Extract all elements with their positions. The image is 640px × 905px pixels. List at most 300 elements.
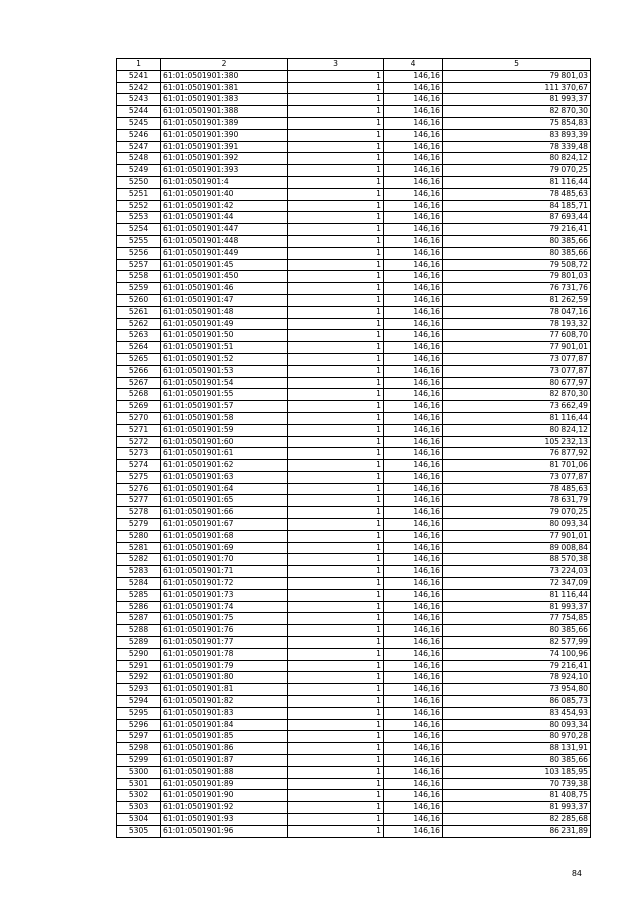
cadastral-number-cell: 61:01:0501901:449	[161, 247, 288, 259]
table-row	[117, 389, 591, 401]
cadastral-number-cell: 61:01:0501901:388	[161, 106, 288, 118]
table-row	[117, 707, 591, 719]
row-number-cell: 5293	[117, 684, 161, 696]
table-row	[117, 129, 591, 141]
cadastral-number-cell: 61:01:0501901:380	[161, 70, 288, 82]
table-row	[117, 188, 591, 200]
count-cell: 1	[288, 389, 384, 401]
row-number-cell: 5274	[117, 460, 161, 472]
rate-cell: 146,16	[384, 70, 443, 82]
row-number-cell: 5251	[117, 188, 161, 200]
value-cell: 81 262,59	[443, 294, 591, 306]
value-cell: 78 924,10	[443, 672, 591, 684]
count-cell: 1	[288, 601, 384, 613]
table-row	[117, 235, 591, 247]
rate-cell: 146,16	[384, 247, 443, 259]
value-cell: 83 454,93	[443, 707, 591, 719]
value-cell: 79 070,25	[443, 507, 591, 519]
rate-cell: 146,16	[384, 825, 443, 837]
cadastral-number-cell: 61:01:0501901:46	[161, 283, 288, 295]
rate-cell: 146,16	[384, 601, 443, 613]
value-cell: 83 893,39	[443, 129, 591, 141]
column-header-2: 2	[161, 59, 288, 71]
row-number-cell: 5259	[117, 283, 161, 295]
count-cell: 1	[288, 141, 384, 153]
value-cell: 81 993,37	[443, 802, 591, 814]
cadastral-number-cell: 61:01:0501901:393	[161, 165, 288, 177]
value-cell: 79 070,25	[443, 165, 591, 177]
row-number-cell: 5242	[117, 82, 161, 94]
table-row	[117, 283, 591, 295]
value-cell: 81 701,06	[443, 460, 591, 472]
table-row	[117, 802, 591, 814]
count-cell: 1	[288, 483, 384, 495]
cadastral-number-cell: 61:01:0501901:49	[161, 318, 288, 330]
table-row	[117, 141, 591, 153]
count-cell: 1	[288, 318, 384, 330]
row-number-cell: 5249	[117, 165, 161, 177]
value-cell: 80 677,97	[443, 377, 591, 389]
page-number: 84	[571, 869, 582, 878]
row-number-cell: 5258	[117, 271, 161, 283]
table-row	[117, 306, 591, 318]
row-number-cell: 5244	[117, 106, 161, 118]
row-number-cell: 5252	[117, 200, 161, 212]
row-number-cell: 5292	[117, 672, 161, 684]
cadastral-number-cell: 61:01:0501901:391	[161, 141, 288, 153]
row-number-cell: 5271	[117, 424, 161, 436]
count-cell: 1	[288, 530, 384, 542]
row-number-cell: 5265	[117, 353, 161, 365]
row-number-cell: 5267	[117, 377, 161, 389]
row-number-cell: 5256	[117, 247, 161, 259]
value-cell: 103 185,95	[443, 766, 591, 778]
table-row	[117, 117, 591, 129]
row-number-cell: 5281	[117, 542, 161, 554]
row-number-cell: 5288	[117, 625, 161, 637]
value-cell: 86 231,89	[443, 825, 591, 837]
row-number-cell: 5290	[117, 648, 161, 660]
cadastral-number-cell: 61:01:0501901:93	[161, 814, 288, 826]
rate-cell: 146,16	[384, 696, 443, 708]
value-cell: 80 824,12	[443, 153, 591, 165]
rate-cell: 146,16	[384, 259, 443, 271]
table-header-row	[117, 59, 591, 71]
rate-cell: 146,16	[384, 766, 443, 778]
rate-cell: 146,16	[384, 271, 443, 283]
cadastral-number-cell: 61:01:0501901:69	[161, 542, 288, 554]
value-cell: 72 347,09	[443, 578, 591, 590]
rate-cell: 146,16	[384, 188, 443, 200]
rate-cell: 146,16	[384, 424, 443, 436]
value-cell: 75 854,83	[443, 117, 591, 129]
cadastral-number-cell: 61:01:0501901:71	[161, 566, 288, 578]
count-cell: 1	[288, 790, 384, 802]
count-cell: 1	[288, 106, 384, 118]
rate-cell: 146,16	[384, 377, 443, 389]
rate-cell: 146,16	[384, 94, 443, 106]
count-cell: 1	[288, 589, 384, 601]
row-number-cell: 5280	[117, 530, 161, 542]
value-cell: 79 216,41	[443, 660, 591, 672]
rate-cell: 146,16	[384, 412, 443, 424]
count-cell: 1	[288, 566, 384, 578]
count-cell: 1	[288, 802, 384, 814]
rate-cell: 146,16	[384, 389, 443, 401]
row-number-cell: 5302	[117, 790, 161, 802]
table-row	[117, 471, 591, 483]
count-cell: 1	[288, 637, 384, 649]
row-number-cell: 5277	[117, 495, 161, 507]
table-row	[117, 790, 591, 802]
cadastral-number-cell: 61:01:0501901:67	[161, 519, 288, 531]
table-body	[117, 70, 591, 837]
count-cell: 1	[288, 283, 384, 295]
count-cell: 1	[288, 672, 384, 684]
cadastral-number-cell: 61:01:0501901:64	[161, 483, 288, 495]
rate-cell: 146,16	[384, 212, 443, 224]
value-cell: 73 954,80	[443, 684, 591, 696]
cadastral-number-cell: 61:01:0501901:447	[161, 224, 288, 236]
count-cell: 1	[288, 554, 384, 566]
row-number-cell: 5250	[117, 176, 161, 188]
cadastral-number-cell: 61:01:0501901:53	[161, 365, 288, 377]
cadastral-number-cell: 61:01:0501901:55	[161, 389, 288, 401]
count-cell: 1	[288, 731, 384, 743]
value-cell: 88 131,91	[443, 743, 591, 755]
rate-cell: 146,16	[384, 460, 443, 472]
row-number-cell: 5300	[117, 766, 161, 778]
value-cell: 80 093,34	[443, 519, 591, 531]
value-cell: 77 754,85	[443, 613, 591, 625]
count-cell: 1	[288, 707, 384, 719]
row-number-cell: 5303	[117, 802, 161, 814]
table-row	[117, 613, 591, 625]
rate-cell: 146,16	[384, 436, 443, 448]
table-row	[117, 530, 591, 542]
value-cell: 86 085,73	[443, 696, 591, 708]
table-row	[117, 672, 591, 684]
table-row	[117, 401, 591, 413]
value-cell: 88 570,38	[443, 554, 591, 566]
cadastral-number-cell: 61:01:0501901:83	[161, 707, 288, 719]
count-cell: 1	[288, 460, 384, 472]
row-number-cell: 5261	[117, 306, 161, 318]
row-number-cell: 5297	[117, 731, 161, 743]
count-cell: 1	[288, 542, 384, 554]
rate-cell: 146,16	[384, 318, 443, 330]
count-cell: 1	[288, 684, 384, 696]
row-number-cell: 5299	[117, 755, 161, 767]
cadastral-number-cell: 61:01:0501901:60	[161, 436, 288, 448]
table-row	[117, 743, 591, 755]
table-row	[117, 684, 591, 696]
rate-cell: 146,16	[384, 719, 443, 731]
rate-cell: 146,16	[384, 530, 443, 542]
count-cell: 1	[288, 200, 384, 212]
cadastral-number-cell: 61:01:0501901:50	[161, 330, 288, 342]
count-cell: 1	[288, 660, 384, 672]
value-cell: 78 485,63	[443, 188, 591, 200]
value-cell: 87 693,44	[443, 212, 591, 224]
cadastral-number-cell: 61:01:0501901:70	[161, 554, 288, 566]
rate-cell: 146,16	[384, 684, 443, 696]
table-row	[117, 200, 591, 212]
count-cell: 1	[288, 519, 384, 531]
count-cell: 1	[288, 129, 384, 141]
count-cell: 1	[288, 94, 384, 106]
cadastral-number-cell: 61:01:0501901:76	[161, 625, 288, 637]
rate-cell: 146,16	[384, 306, 443, 318]
count-cell: 1	[288, 719, 384, 731]
row-number-cell: 5269	[117, 401, 161, 413]
count-cell: 1	[288, 176, 384, 188]
row-number-cell: 5283	[117, 566, 161, 578]
rate-cell: 146,16	[384, 731, 443, 743]
cadastral-number-cell: 61:01:0501901:392	[161, 153, 288, 165]
column-header-4: 4	[384, 59, 443, 71]
rate-cell: 146,16	[384, 82, 443, 94]
row-number-cell: 5286	[117, 601, 161, 613]
table-row	[117, 601, 591, 613]
count-cell: 1	[288, 117, 384, 129]
count-cell: 1	[288, 625, 384, 637]
table-row	[117, 436, 591, 448]
row-number-cell: 5253	[117, 212, 161, 224]
rate-cell: 146,16	[384, 790, 443, 802]
rate-cell: 146,16	[384, 330, 443, 342]
cadastral-number-cell: 61:01:0501901:62	[161, 460, 288, 472]
value-cell: 77 901,01	[443, 530, 591, 542]
cadastral-number-cell: 61:01:0501901:390	[161, 129, 288, 141]
value-cell: 76 731,76	[443, 283, 591, 295]
cadastral-number-cell: 61:01:0501901:73	[161, 589, 288, 601]
row-number-cell: 5243	[117, 94, 161, 106]
count-cell: 1	[288, 424, 384, 436]
row-number-cell: 5270	[117, 412, 161, 424]
count-cell: 1	[288, 613, 384, 625]
cadastral-number-cell: 61:01:0501901:42	[161, 200, 288, 212]
rate-cell: 146,16	[384, 814, 443, 826]
rate-cell: 146,16	[384, 353, 443, 365]
rate-cell: 146,16	[384, 778, 443, 790]
row-number-cell: 5273	[117, 448, 161, 460]
count-cell: 1	[288, 377, 384, 389]
table-row	[117, 94, 591, 106]
value-cell: 80 824,12	[443, 424, 591, 436]
value-cell: 80 970,28	[443, 731, 591, 743]
cadastral-number-cell: 61:01:0501901:79	[161, 660, 288, 672]
count-cell: 1	[288, 696, 384, 708]
table-row	[117, 731, 591, 743]
value-cell: 78 339,48	[443, 141, 591, 153]
cadastral-number-cell: 61:01:0501901:81	[161, 684, 288, 696]
count-cell: 1	[288, 755, 384, 767]
table-row	[117, 566, 591, 578]
value-cell: 80 385,66	[443, 755, 591, 767]
rate-cell: 146,16	[384, 613, 443, 625]
rate-cell: 146,16	[384, 448, 443, 460]
row-number-cell: 5291	[117, 660, 161, 672]
cadastral-number-cell: 61:01:0501901:68	[161, 530, 288, 542]
table-row	[117, 554, 591, 566]
rate-cell: 146,16	[384, 637, 443, 649]
value-cell: 80 385,66	[443, 235, 591, 247]
rate-cell: 146,16	[384, 141, 443, 153]
count-cell: 1	[288, 271, 384, 283]
cadastral-number-cell: 61:01:0501901:65	[161, 495, 288, 507]
rate-cell: 146,16	[384, 672, 443, 684]
count-cell: 1	[288, 743, 384, 755]
count-cell: 1	[288, 448, 384, 460]
cadastral-number-cell: 61:01:0501901:74	[161, 601, 288, 613]
row-number-cell: 5304	[117, 814, 161, 826]
cadastral-number-cell: 61:01:0501901:44	[161, 212, 288, 224]
count-cell: 1	[288, 165, 384, 177]
row-number-cell: 5279	[117, 519, 161, 531]
table-row	[117, 578, 591, 590]
count-cell: 1	[288, 353, 384, 365]
rate-cell: 146,16	[384, 589, 443, 601]
value-cell: 89 008,84	[443, 542, 591, 554]
row-number-cell: 5284	[117, 578, 161, 590]
count-cell: 1	[288, 212, 384, 224]
table-row	[117, 766, 591, 778]
value-cell: 81 116,44	[443, 176, 591, 188]
table-row	[117, 247, 591, 259]
rate-cell: 146,16	[384, 648, 443, 660]
column-header-3: 3	[288, 59, 384, 71]
rate-cell: 146,16	[384, 507, 443, 519]
value-cell: 80 093,34	[443, 719, 591, 731]
count-cell: 1	[288, 306, 384, 318]
cadastral-number-cell: 61:01:0501901:75	[161, 613, 288, 625]
row-number-cell: 5262	[117, 318, 161, 330]
row-number-cell: 5305	[117, 825, 161, 837]
row-number-cell: 5266	[117, 365, 161, 377]
value-cell: 73 224,03	[443, 566, 591, 578]
cadastral-number-cell: 61:01:0501901:72	[161, 578, 288, 590]
row-number-cell: 5247	[117, 141, 161, 153]
cadastral-number-cell: 61:01:0501901:86	[161, 743, 288, 755]
table-row	[117, 495, 591, 507]
row-number-cell: 5296	[117, 719, 161, 731]
rate-cell: 146,16	[384, 176, 443, 188]
rate-cell: 146,16	[384, 554, 443, 566]
value-cell: 81 993,37	[443, 601, 591, 613]
table-row	[117, 412, 591, 424]
count-cell: 1	[288, 153, 384, 165]
row-number-cell: 5264	[117, 342, 161, 354]
rate-cell: 146,16	[384, 483, 443, 495]
value-cell: 74 100,96	[443, 648, 591, 660]
value-cell: 79 508,72	[443, 259, 591, 271]
table-row	[117, 271, 591, 283]
table-row	[117, 294, 591, 306]
row-number-cell: 5295	[117, 707, 161, 719]
count-cell: 1	[288, 70, 384, 82]
rate-cell: 146,16	[384, 342, 443, 354]
table-row	[117, 353, 591, 365]
rate-cell: 146,16	[384, 519, 443, 531]
table-row	[117, 318, 591, 330]
rate-cell: 146,16	[384, 566, 443, 578]
cadastral-number-cell: 61:01:0501901:45	[161, 259, 288, 271]
count-cell: 1	[288, 814, 384, 826]
value-cell: 82 870,30	[443, 389, 591, 401]
count-cell: 1	[288, 188, 384, 200]
row-number-cell: 5275	[117, 471, 161, 483]
rate-cell: 146,16	[384, 542, 443, 554]
value-cell: 78 485,63	[443, 483, 591, 495]
value-cell: 105 232,13	[443, 436, 591, 448]
count-cell: 1	[288, 235, 384, 247]
row-number-cell: 5268	[117, 389, 161, 401]
value-cell: 84 185,71	[443, 200, 591, 212]
count-cell: 1	[288, 412, 384, 424]
cadastral-number-cell: 61:01:0501901:78	[161, 648, 288, 660]
rate-cell: 146,16	[384, 625, 443, 637]
table-row	[117, 542, 591, 554]
table-row	[117, 82, 591, 94]
row-number-cell: 5241	[117, 70, 161, 82]
rate-cell: 146,16	[384, 117, 443, 129]
cadastral-number-cell: 61:01:0501901:51	[161, 342, 288, 354]
cadastral-number-cell: 61:01:0501901:90	[161, 790, 288, 802]
cadastral-number-cell: 61:01:0501901:59	[161, 424, 288, 436]
rate-cell: 146,16	[384, 743, 443, 755]
cadastral-number-cell: 61:01:0501901:87	[161, 755, 288, 767]
count-cell: 1	[288, 495, 384, 507]
table-row	[117, 259, 591, 271]
table-row	[117, 755, 591, 767]
cadastral-value-table	[116, 58, 591, 838]
rate-cell: 146,16	[384, 165, 443, 177]
table-row	[117, 330, 591, 342]
cadastral-number-cell: 61:01:0501901:381	[161, 82, 288, 94]
rate-cell: 146,16	[384, 755, 443, 767]
row-number-cell: 5282	[117, 554, 161, 566]
count-cell: 1	[288, 224, 384, 236]
rate-cell: 146,16	[384, 578, 443, 590]
count-cell: 1	[288, 825, 384, 837]
cadastral-number-cell: 61:01:0501901:4	[161, 176, 288, 188]
row-number-cell: 5276	[117, 483, 161, 495]
row-number-cell: 5255	[117, 235, 161, 247]
value-cell: 70 739,38	[443, 778, 591, 790]
cadastral-number-cell: 61:01:0501901:58	[161, 412, 288, 424]
table-row	[117, 719, 591, 731]
row-number-cell: 5246	[117, 129, 161, 141]
cadastral-number-cell: 61:01:0501901:61	[161, 448, 288, 460]
cadastral-number-cell: 61:01:0501901:47	[161, 294, 288, 306]
rate-cell: 146,16	[384, 495, 443, 507]
table-row	[117, 153, 591, 165]
count-cell: 1	[288, 648, 384, 660]
row-number-cell: 5248	[117, 153, 161, 165]
rate-cell: 146,16	[384, 129, 443, 141]
cadastral-number-cell: 61:01:0501901:89	[161, 778, 288, 790]
count-cell: 1	[288, 778, 384, 790]
rate-cell: 146,16	[384, 471, 443, 483]
cadastral-number-cell: 61:01:0501901:88	[161, 766, 288, 778]
row-number-cell: 5287	[117, 613, 161, 625]
count-cell: 1	[288, 294, 384, 306]
row-number-cell: 5289	[117, 637, 161, 649]
cadastral-number-cell: 61:01:0501901:383	[161, 94, 288, 106]
rate-cell: 146,16	[384, 401, 443, 413]
table-row	[117, 377, 591, 389]
